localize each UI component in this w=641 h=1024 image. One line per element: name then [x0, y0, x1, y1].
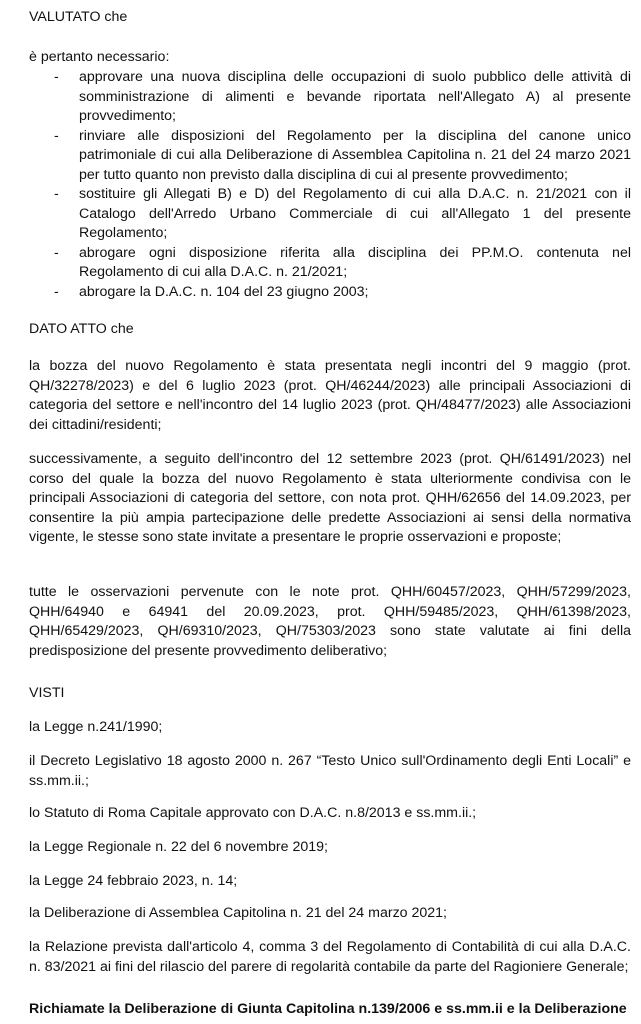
list-item-text: sostituire gli Allegati B) e D) del Regolamento di cui alla D.A.C. n. 21/2021 con il Catalogo dell'Arredo Urbano Commerciale di cui all'Allegato 1 del presente Regolamento; — [79, 186, 631, 241]
valutato-list — [29, 68, 631, 302]
visti-item-6: la Deliberazione di Assemblea Capitolina n. 21 del 24 marzo 2021; — [29, 905, 447, 921]
dash-bullet: - — [54, 283, 59, 300]
list-item — [29, 244, 631, 283]
valutato-heading: VALUTATO che — [29, 9, 128, 25]
visti-item-4: la Legge Regionale n. 22 del 6 novembre 2019; — [29, 839, 328, 855]
list-item-text: abrogare la D.A.C. n. 104 del 23 giugno 2003; — [79, 283, 369, 300]
list-item-text: abrogare ogni disposizione riferita alla disciplina dei PP.M.O. contenuta nel Regolamento di cui alla D.A.C. n. 21/2021; — [79, 244, 631, 280]
richiamate-paragraph: Richiamate la Deliberazione di Giunta Capitolina n.139/2006 e ss.mm.ii e la Deliberazione — [29, 1001, 627, 1017]
dato-atto-paragraph-3: tutte le osservazioni pervenute con le note prot. QHH/60457/2023, QHH/57299/2023, QHH/64940 e 64941 del 20.09.2023, prot. QHH/59485/2023, QHH/61398/2023, QHH/65429/2023, QH/69310/2023, QH/75303/2023 sono state valutate ai fini della predisposizione del presente provvedimento deliberativo; — [29, 584, 631, 659]
valutato-intro: è pertanto necessario: — [29, 49, 170, 65]
visti-item-2: il Decreto Legislativo 18 agosto 2000 n. 267 “Testo Unico sull'Ordinamento degli Enti Locali” e ss.mm.ii.; — [29, 753, 631, 789]
list-item-text: rinviare alle disposizioni del Regolamento per la disciplina del canone unico patrimoniale di cui alla Deliberazione di Assemblea Capitolina n. 21 del 24 marzo 2021 per tutto quanto non previsto dalla disciplina di cui al presente provvedimento; — [79, 127, 631, 183]
list-item — [29, 283, 631, 303]
visti-item-5: la Legge 24 febbraio 2023, n. 14; — [29, 873, 238, 889]
visti-item-1: la Legge n.241/1990; — [29, 719, 163, 735]
dash-bullet: - — [54, 186, 59, 202]
dato-atto-heading: DATO ATTO che — [29, 321, 134, 337]
dash-bullet: - — [54, 69, 59, 85]
list-item-text: approvare una nuova disciplina delle occupazioni di suolo pubblico delle attività di somministrazione di alimenti e bevande riportata nell'Allegato A) al presente provvedimento; — [79, 69, 631, 124]
visti-item-3: lo Statuto di Roma Capitale approvato con D.A.C. n.8/2013 e ss.mm.ii.; — [29, 805, 477, 821]
list-item — [29, 68, 631, 127]
list-item — [29, 127, 631, 186]
dato-atto-paragraph-1: la bozza del nuovo Regolamento è stata presentata negli incontri del 9 maggio (prot. QH/32278/2023) e del 6 luglio 2023 (prot. QH/46244/2023) alle principali Associazioni di categoria del settore e nell'incontro del 14 luglio 2023 (prot. QH/48477/2023) alle Associazioni dei cittadini/residenti; — [29, 358, 631, 433]
visti-item-7: la Relazione prevista dall'articolo 4, comma 3 del Regolamento di Contabilità di cui alla D.A.C. n. 83/2021 ai fini del rilascio del parere di regolarità contabile da parte del Ragioniere Generale; — [29, 939, 631, 975]
dash-bullet: - — [54, 244, 59, 261]
visti-heading: VISTI — [29, 685, 65, 701]
dash-bullet: - — [54, 127, 59, 144]
dato-atto-paragraph-2: successivamente, a seguito dell'incontro del 12 settembre 2023 (prot. QH/61491/2023) nel corso del quale la bozza del nuovo Regolamento è stata ulteriormente condivisa con le principali Associazioni di categoria del settore, con nota prot. QHH/62656 del 14.09.2023, per consentire la più ampia partecipazione delle predette Associazioni ai sensi della normativa vigente, le stesse sono state invitate a presentare le proprie osservazioni e proposte; — [29, 451, 631, 545]
list-item — [29, 185, 631, 244]
